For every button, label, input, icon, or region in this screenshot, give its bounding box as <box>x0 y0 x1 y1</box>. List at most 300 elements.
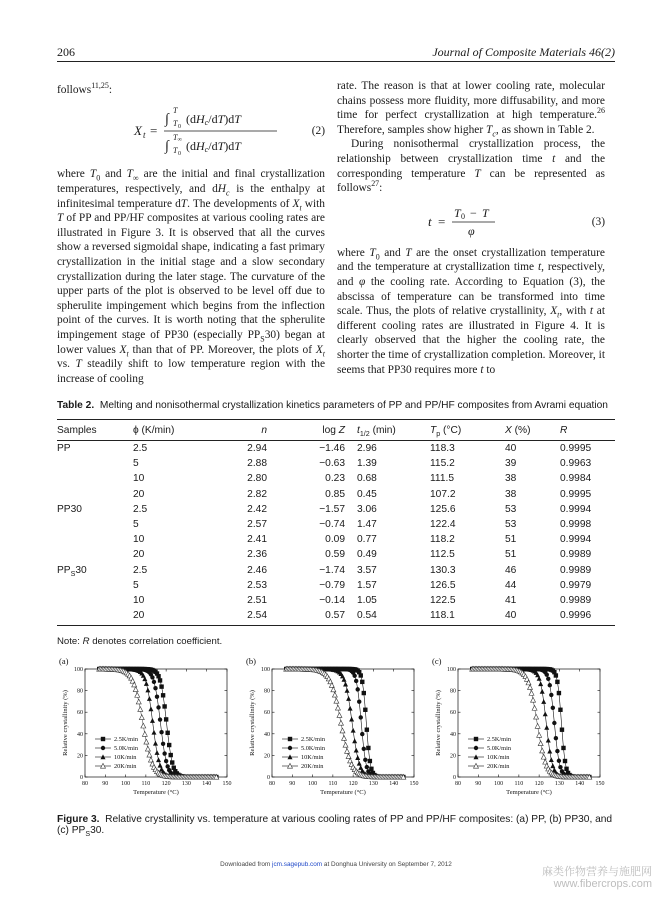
text-run: 26 <box>597 106 605 116</box>
text-run: t <box>480 363 484 376</box>
svg-text:X: X <box>134 123 142 139</box>
table-row <box>57 441 615 457</box>
series-marker <box>147 696 152 701</box>
table-cell: 126.5 <box>430 579 456 591</box>
x-tick-label: 100 <box>308 781 318 787</box>
table-cell: 5 <box>133 458 139 470</box>
table-cell: 2.94 <box>247 443 267 454</box>
series-marker <box>366 746 370 750</box>
text-run: (min) <box>369 424 396 436</box>
x-tick-label: 130 <box>368 781 378 787</box>
y-tick-label: 80 <box>77 688 83 695</box>
series-marker <box>360 732 364 736</box>
table-cell: 0.9995 <box>560 488 592 500</box>
series-marker <box>368 759 372 763</box>
equation-3-formula <box>337 200 605 242</box>
table-cell <box>57 578 133 593</box>
text-run: and the corresponding temperature <box>337 152 605 180</box>
x-tick-label: 130 <box>554 781 564 787</box>
series-marker <box>532 705 537 710</box>
table-cell: 2.5 <box>133 564 148 576</box>
text-run: t <box>299 202 302 212</box>
sample-name-part: PP <box>57 564 71 576</box>
text-run: 30) began at lower values <box>57 328 326 356</box>
text-run: (%) <box>511 424 531 436</box>
table-cell: −1.57 <box>319 503 345 515</box>
table-cell: 130.3 <box>430 564 456 576</box>
table-header-row <box>57 420 615 441</box>
table-cell: 0.54 <box>357 608 430 626</box>
table-cell: 0.57 <box>279 608 357 626</box>
table-cell: 5 <box>133 579 139 591</box>
text-run: t <box>552 152 556 165</box>
table-cell: 2.54 <box>221 608 279 626</box>
right-paragraph-1 <box>337 79 605 137</box>
table-cell: 125.6 <box>430 503 456 515</box>
svg-text:∫: ∫ <box>165 112 169 128</box>
series-marker <box>151 730 156 735</box>
x-tick-label: 110 <box>141 781 151 787</box>
legend-label: 5.0K/min <box>301 745 325 753</box>
legend-label: 10K/min <box>114 754 137 762</box>
y-tick-label: 100 <box>74 667 83 673</box>
table-cell: 122.5 <box>430 595 456 607</box>
plot-frame <box>85 669 227 777</box>
table-cell: 0.09 <box>325 534 345 546</box>
series-marker <box>156 674 160 678</box>
table-cell: 39 <box>505 458 517 470</box>
legend-label: 5.0K/min <box>487 745 511 753</box>
text-run: and <box>100 168 127 181</box>
table-cell: 0.9998 <box>560 519 592 531</box>
table-cell: 111.5 <box>430 473 454 485</box>
series-marker <box>158 763 163 768</box>
legend-marker <box>474 746 478 750</box>
table-row <box>57 608 615 626</box>
table-cell: 46 <box>505 564 517 576</box>
table-cell: 0.23 <box>325 473 345 485</box>
panel-label-c: (c) <box>432 656 442 666</box>
series-marker <box>558 765 562 769</box>
text-run: 0 <box>96 173 101 183</box>
table-cell: 2.46 <box>247 564 267 576</box>
table-row <box>57 517 615 532</box>
series-marker <box>162 704 166 708</box>
table-row <box>57 563 615 578</box>
text-run: t <box>357 424 360 436</box>
intro-line: follows$^{11,25}$: <box>57 81 113 96</box>
table-cell: PP <box>57 443 71 454</box>
series-marker <box>153 741 158 746</box>
table-row <box>57 471 615 486</box>
x-axis-label: Temperature (°C) <box>506 789 552 796</box>
table-cell: 1.47 <box>357 519 377 531</box>
text-run: steadily shift to low temperature region with the increase of cooling <box>57 358 325 385</box>
legend-label: 20K/min <box>301 763 324 771</box>
figure-caption-text <box>57 814 613 839</box>
table-cell: 2.5 <box>133 503 148 515</box>
text-run: , respectively, and <box>337 261 605 288</box>
x-tick-label: 140 <box>575 781 585 787</box>
series-marker <box>552 721 556 725</box>
x-tick-label: 80 <box>455 781 461 787</box>
table-cell: 2.41 <box>247 534 267 546</box>
table-cell: 10 <box>133 473 145 485</box>
text-run: where <box>337 246 370 259</box>
text-run: T <box>430 424 437 436</box>
series-marker <box>362 747 366 751</box>
equation-2 <box>57 102 325 160</box>
series-marker <box>543 711 548 716</box>
series-marker <box>529 690 534 695</box>
table-cell: 0.9989 <box>560 595 592 607</box>
table-cell: 2.57 <box>247 519 267 531</box>
table-note <box>57 636 615 647</box>
text-run: where <box>57 168 90 181</box>
text-run: n <box>261 424 267 436</box>
text-run: 30. <box>90 825 105 836</box>
text-run: than that of PP. Moreover, the plots of <box>128 343 316 356</box>
text-run: and <box>379 246 406 259</box>
x-axis-label: Temperature (°C) <box>133 789 179 796</box>
text-run: T <box>75 358 82 371</box>
series-marker <box>363 708 367 712</box>
series-marker <box>352 674 356 678</box>
x-tick-label: 140 <box>202 781 212 787</box>
text-run: T <box>474 167 481 180</box>
svg-text:(dHc/dT)dT: (dHc/dT)dT <box>186 112 241 128</box>
text-run: T <box>369 246 376 259</box>
series-marker <box>145 688 150 693</box>
series-marker <box>346 696 351 701</box>
figure-caption <box>57 814 617 839</box>
text-run: . The developments of <box>187 197 293 210</box>
table-cell: 0.9989 <box>560 564 592 576</box>
table-cell <box>57 593 133 608</box>
y-tick-label: 40 <box>264 731 270 738</box>
header-rule <box>57 61 615 62</box>
series-marker <box>534 714 539 719</box>
table-cell: 40 <box>505 608 560 626</box>
sample-name-part: 30 <box>75 564 87 576</box>
text-run: T <box>126 168 133 181</box>
series-marker <box>159 730 163 734</box>
series-marker <box>558 708 562 712</box>
column-header <box>505 420 560 441</box>
table-cell: 122.4 <box>430 519 456 531</box>
series-marker <box>152 680 156 684</box>
panel-a-chart <box>57 655 235 807</box>
figure-caption-label: Figure 3. <box>57 814 100 825</box>
series-marker <box>359 715 363 719</box>
note-part: R <box>82 636 90 648</box>
series-marker <box>145 746 150 751</box>
series-marker <box>561 746 565 750</box>
equation-2-number: (2) <box>311 125 325 138</box>
table-cell: 40 <box>505 443 517 454</box>
svg-text:0: 0 <box>461 211 465 221</box>
text-run: log <box>322 424 339 436</box>
series-marker <box>337 713 342 718</box>
series-marker <box>554 673 558 677</box>
column-header <box>57 420 133 441</box>
y-tick-label: 60 <box>77 710 83 717</box>
x-tick-label: 120 <box>348 781 358 787</box>
text-run: c <box>226 188 230 198</box>
series-marker <box>165 731 169 735</box>
x-tick-label: 80 <box>269 781 275 787</box>
svg-text:0: 0 <box>178 124 181 131</box>
series-marker <box>557 691 561 695</box>
table-cell: 2.36 <box>247 549 267 561</box>
series-marker <box>142 731 147 736</box>
figure-3 <box>57 655 617 807</box>
table-row <box>57 578 615 593</box>
table-cell <box>57 563 133 578</box>
y-tick-label: 60 <box>450 710 456 717</box>
series-marker <box>332 692 337 697</box>
table-cell: 20 <box>133 549 145 561</box>
kinetics-table <box>57 419 615 626</box>
series-marker <box>170 760 174 764</box>
footer-suffix: at Donghua University on September 7, 2012 <box>322 861 452 868</box>
table-cell: 0.85 <box>325 488 345 500</box>
x-tick-label: 110 <box>514 781 524 787</box>
x-tick-label: 120 <box>161 781 171 787</box>
legend-marker <box>101 737 105 741</box>
equation-2-formula <box>57 102 325 160</box>
series-marker <box>357 700 361 704</box>
table-2 <box>57 400 615 647</box>
x-tick-label: 80 <box>82 781 88 787</box>
legend-label: 10K/min <box>301 754 324 762</box>
series-marker <box>349 717 354 722</box>
table-row <box>57 487 615 502</box>
text-run: ϕ (K/min) <box>133 424 175 436</box>
equation-3 <box>337 200 605 242</box>
x-tick-label: 120 <box>534 781 544 787</box>
series-marker <box>338 720 343 725</box>
series-marker <box>150 675 154 679</box>
column-header <box>221 420 279 441</box>
series-marker <box>545 673 549 677</box>
plot-frame <box>458 669 600 777</box>
series-marker <box>354 748 359 753</box>
intro-reference: 11,25 <box>91 81 109 90</box>
series-marker <box>546 677 550 681</box>
table-cell: −1.74 <box>319 564 345 576</box>
table-cell: 0.9994 <box>560 503 592 515</box>
series-marker <box>156 757 161 762</box>
table-cell: 44 <box>505 579 517 591</box>
svg-text:=: = <box>438 213 446 229</box>
y-tick-label: 20 <box>77 753 83 760</box>
table-cell <box>57 456 133 471</box>
note-part: denotes correlation coefficient. <box>89 636 223 648</box>
table-cell: −0.14 <box>319 595 345 607</box>
intro-text: follows <box>57 83 92 96</box>
text-run: t <box>557 310 560 320</box>
x-tick-label: 100 <box>121 781 131 787</box>
svg-text:0: 0 <box>178 151 181 158</box>
watermark-line-1: 麻类作物营养与施肥网 <box>542 866 652 878</box>
svg-text:T∞: T∞ <box>173 133 182 144</box>
table-cell: 0.77 <box>357 534 377 546</box>
series-marker <box>550 763 555 768</box>
x-tick-label: 150 <box>222 781 232 787</box>
series-marker <box>156 705 160 709</box>
table-cell: 10 <box>133 534 145 546</box>
text-run: T <box>485 123 493 136</box>
plot-frame <box>272 669 414 777</box>
left-paragraph <box>57 167 325 386</box>
table-cell: 0.9963 <box>560 458 592 470</box>
text-run: φ <box>358 275 366 288</box>
series-marker <box>345 688 350 693</box>
series-marker <box>564 767 568 771</box>
series-marker <box>544 725 549 730</box>
table-cell: 2.82 <box>247 488 267 500</box>
svg-text:t: t <box>143 130 146 141</box>
series-marker <box>351 728 356 733</box>
svg-text:T: T <box>173 146 178 156</box>
y-tick-label: 0 <box>80 775 83 781</box>
series-marker <box>161 693 165 697</box>
text-run: T <box>89 168 97 181</box>
watermark-line-2: www.fibercrops.com <box>553 878 652 890</box>
text-run: the cooling rate. According to Equation (3), the abscissa of temperature can be transformed into time scale. Thus, the plots of relative crystallinity, <box>337 275 605 318</box>
series-marker <box>362 691 366 695</box>
text-run: X <box>505 424 512 436</box>
series-marker <box>161 742 165 746</box>
x-tick-label: 100 <box>494 781 504 787</box>
legend-label: 20K/min <box>487 763 510 771</box>
table-cell: −0.74 <box>319 519 345 531</box>
table-cell: 5 <box>133 519 139 531</box>
x-tick-label: 110 <box>328 781 338 787</box>
text-run: 1/2 <box>359 429 370 438</box>
right-paragraph-2 <box>337 137 605 195</box>
table-cell: 3.06 <box>357 503 377 515</box>
x-tick-label: 150 <box>595 781 605 787</box>
table-cell: 38 <box>505 488 517 500</box>
page-number: 206 <box>57 45 75 59</box>
series-marker <box>345 749 350 754</box>
column-header <box>560 420 615 441</box>
series-marker <box>138 707 143 712</box>
series-marker <box>546 738 551 743</box>
y-tick-label: 80 <box>450 688 456 695</box>
series-marker <box>141 723 146 728</box>
legend-marker <box>101 746 105 750</box>
table-cell: 115.2 <box>430 458 455 470</box>
svg-text:=: = <box>150 123 158 139</box>
text-run: Samples <box>57 424 97 436</box>
series-marker <box>139 715 144 720</box>
column-header <box>357 420 430 441</box>
series-marker <box>555 680 559 684</box>
x-tick-label: 90 <box>102 781 109 787</box>
text-run: with <box>301 197 326 210</box>
table-cell: 41 <box>505 595 517 607</box>
legend-marker <box>288 737 292 741</box>
table-cell: 107.2 <box>430 488 456 500</box>
text-run: c <box>492 129 496 139</box>
series-marker <box>331 687 336 692</box>
column-header <box>133 420 221 441</box>
table-cell: 20 <box>133 488 145 500</box>
table-cell <box>57 471 133 486</box>
table-caption-text: Melting and nonisothermal crystallization kinetics parameters of PP and PP/HF composites from Avrami equation <box>99 400 608 411</box>
x-tick-label: 140 <box>389 781 399 787</box>
series-marker <box>167 743 171 747</box>
table-cell: 0.49 <box>357 549 377 561</box>
series-marker <box>153 686 157 690</box>
table-cell: 1.05 <box>357 595 377 607</box>
text-run: H <box>217 182 227 195</box>
text-run: (°C) <box>440 424 462 436</box>
footer-link[interactable]: jcm.sagepub.com <box>272 861 323 868</box>
text-run: are the onset crystallization temperature and the temperature at crystallization time <box>337 246 605 274</box>
series-marker <box>155 695 159 699</box>
series-marker <box>133 687 138 692</box>
series-marker <box>356 687 360 691</box>
series-marker <box>159 684 163 688</box>
y-tick-label: 20 <box>450 753 456 760</box>
table-cell: 0.9994 <box>560 534 592 546</box>
table-cell: 51 <box>505 534 517 546</box>
text-run: 0 <box>375 252 380 262</box>
svg-text:φ: φ <box>468 223 475 238</box>
table-cell: 0.9984 <box>560 473 592 485</box>
y-tick-label: 40 <box>77 731 83 738</box>
table-cell: 0.9995 <box>560 443 592 454</box>
series-marker <box>528 685 533 690</box>
text-run: , as shown in Table 2. <box>495 123 595 136</box>
table-cell: 53 <box>505 519 517 531</box>
table-row <box>57 593 615 608</box>
y-tick-label: 100 <box>447 667 456 673</box>
series-marker <box>334 698 339 703</box>
note-part: Note: <box>57 636 83 648</box>
table-cell: 1.39 <box>357 458 377 470</box>
series-marker <box>359 673 363 677</box>
text-run: ∞ <box>132 173 139 183</box>
sample-name-part: S <box>70 569 76 578</box>
table-cell: 51 <box>505 549 517 561</box>
series-marker <box>158 717 162 721</box>
text-run: rate. The reason is that at lower cooling rate, molecular chains possess more fluidity, more diffusability, and more time for perfect crystallization at high temperature. <box>337 80 605 122</box>
table-cell: 118.3 <box>430 443 455 454</box>
series-marker <box>541 699 546 704</box>
text-run: X <box>550 305 558 318</box>
series-marker <box>563 759 567 763</box>
text-run: are the initial and final crystallization temperatures, respectively, and d <box>57 168 325 195</box>
series-marker <box>164 759 168 763</box>
series-marker <box>360 680 364 684</box>
table-cell <box>57 517 133 532</box>
site-watermark <box>542 866 652 890</box>
x-tick-label: 130 <box>181 781 191 787</box>
legend-marker <box>474 737 478 741</box>
x-tick-label: 90 <box>475 781 482 787</box>
footer-prefix: Downloaded from <box>220 861 273 868</box>
series-marker <box>560 728 564 732</box>
series-marker <box>346 754 351 759</box>
text-run: p <box>436 429 441 438</box>
text-run: S <box>85 830 91 839</box>
y-tick-label: 0 <box>453 775 456 781</box>
